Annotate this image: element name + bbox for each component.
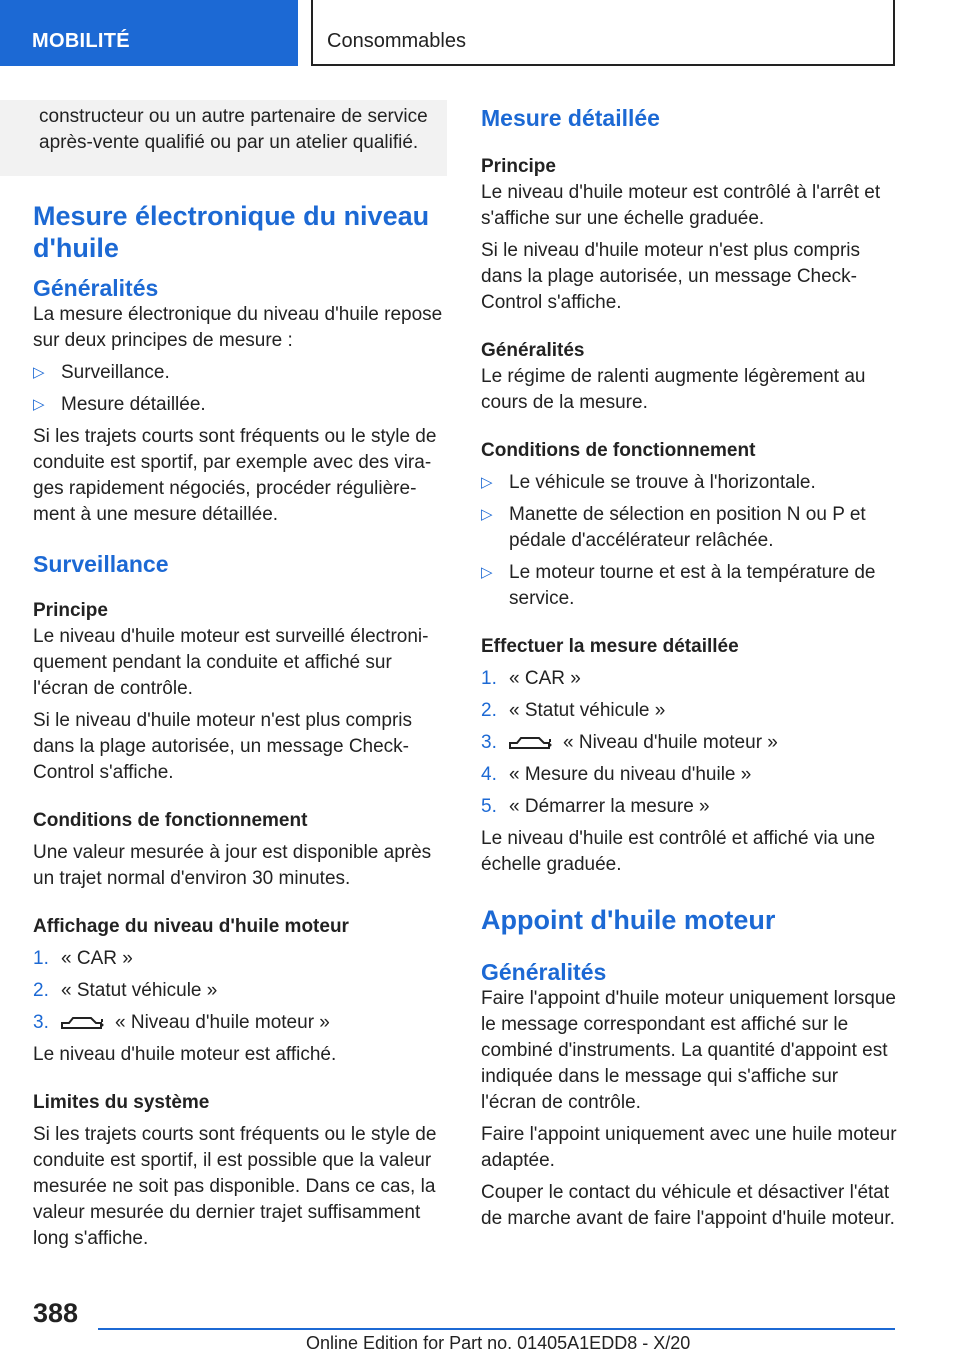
car-status-icon: [509, 733, 553, 753]
principe-text-2: Si le niveau d'huile moteur n'est plus compris dans la plage autorisée, un message Check-Control s'affiche.: [33, 710, 412, 783]
triangle-right-icon: ▷: [481, 506, 493, 523]
list-item: ▷ Le moteur tourne et est à la température de service.: [481, 562, 876, 609]
step-item: 1. « CAR »: [33, 948, 133, 969]
list-item: ▷ Manette de sélection en position N ou P et pédale d'accélérateur relâchée.: [481, 504, 866, 551]
step-item: 5. « Démarrer la mesure »: [481, 796, 710, 817]
edition-text: Online Edition for Part no. 01405A1EDD8 - X/20: [306, 1333, 691, 1353]
principles-list: [33, 360, 447, 418]
affichage-steps: [33, 946, 447, 1036]
list-item: ▷ Mesure détaillée.: [33, 392, 447, 418]
triangle-right-icon: ▷: [33, 364, 45, 381]
principe-text-1: Le niveau d'huile moteur est surveillé électroniquement pendant la conduite et affiché sur l'écran de contrôle.: [33, 626, 429, 699]
conditions-list: [481, 470, 897, 612]
heading-appoint: Appoint d'huile moteur: [481, 905, 776, 935]
step-item: 3. « Niveau d'huile moteur »: [33, 1012, 330, 1033]
step-item: 1. « CAR »: [481, 668, 581, 689]
heading-conditions-detail: Conditions de fonctionnement: [481, 440, 756, 461]
triangle-right-icon: ▷: [481, 564, 493, 581]
generalites-detail-text: Le régime de ralenti augmente légèrement au cours de la mesure.: [481, 366, 866, 413]
principe-detail-2: Si le niveau d'huile moteur n'est plus compris dans la plage autorisée, un message Check-Control s'affiche.: [481, 240, 860, 313]
heading-limites: Limites du système: [33, 1092, 210, 1113]
step-item: 4. « Mesure du niveau d'huile »: [481, 764, 752, 785]
continued-note: constructeur ou un autre partenaire de service après-vente qualifié ou par un atelier qualifié.: [0, 100, 447, 176]
left-column: [33, 100, 447, 1252]
page-number: 388: [33, 1298, 79, 1328]
heading-mesure-electronique: Mesure électronique du niveau d'huile: [33, 201, 430, 263]
generalites-text: Si les trajets courts sont fréquents ou le style de conduite est sportif, par exemple avec des virages rapidement négociés, procéder régulièrement à une mesure détaillée.: [33, 426, 437, 525]
page-header: [0, 0, 960, 66]
car-status-icon: [61, 1013, 105, 1033]
conditions-text: Une valeur mesurée à jour est disponible après un trajet normal d'environ 30 minutes.: [33, 842, 432, 889]
heading-effectuer: Effectuer la mesure détaillée: [481, 636, 739, 657]
generalites-intro: La mesure électronique du niveau d'huile repose sur deux principes de mesure :: [33, 304, 443, 351]
heading-affichage: Affichage du niveau d'huile moteur: [33, 916, 349, 937]
heading-principe-detail: Principe: [481, 156, 556, 177]
heading-generalites-appoint: Généralités: [481, 959, 607, 985]
chapter-tab: Consommables: [311, 0, 895, 66]
appoint-text-2: Faire l'appoint uniquement avec une huile moteur adaptée.: [481, 1124, 897, 1171]
mesure-result: Le niveau d'huile est contrôlé et affiché via une échelle graduée.: [481, 828, 876, 875]
heading-principe: Principe: [33, 600, 108, 621]
heading-generalites: Généralités: [33, 275, 159, 301]
heading-conditions: Conditions de fonctionnement: [33, 810, 308, 831]
footer-divider: [98, 1328, 895, 1330]
principe-detail-1: Le niveau d'huile moteur est contrôlé à l'arrêt et s'affiche sur une échelle graduée.: [481, 182, 881, 229]
effectuer-steps: [481, 666, 897, 820]
right-column: [481, 100, 897, 1232]
limites-text: Si les trajets courts sont fréquents ou le style de conduite est sportif, il est possible que la valeur mesurée ne soit pas disponible. Dans ce cas, la valeur mesurée du dernier trajet suffisamment long s'affiche.: [33, 1124, 437, 1249]
affichage-result: Le niveau d'huile moteur est affiché.: [33, 1044, 337, 1065]
triangle-right-icon: ▷: [33, 396, 45, 413]
heading-generalites-detail: Généralités: [481, 340, 585, 361]
heading-surveillance: Surveillance: [33, 551, 169, 577]
heading-mesure-detaillee: Mesure détaillée: [481, 105, 660, 131]
step-item: 3. « Niveau d'huile moteur »: [481, 732, 778, 753]
list-item: ▷ Surveillance.: [33, 360, 447, 386]
list-item: ▷ Le véhicule se trouve à l'horizontale.: [481, 470, 897, 496]
triangle-right-icon: ▷: [481, 474, 493, 491]
step-item: 2. « Statut véhicule »: [33, 980, 218, 1001]
section-tab: MOBILITÉ: [0, 0, 298, 66]
step-item: 2. « Statut véhicule »: [481, 700, 666, 721]
appoint-text-1: Faire l'appoint d'huile moteur uniquement lorsque le message correspondant est affiché sur le combiné d'instruments. La quantité d'appoint est indiquée dans le message qui s'affiche sur l'écran de contrôle.: [481, 988, 896, 1113]
appoint-text-3: Couper le contact du véhicule et désactiver l'état de marche avant de faire l'appoint d'huile moteur.: [481, 1182, 895, 1229]
